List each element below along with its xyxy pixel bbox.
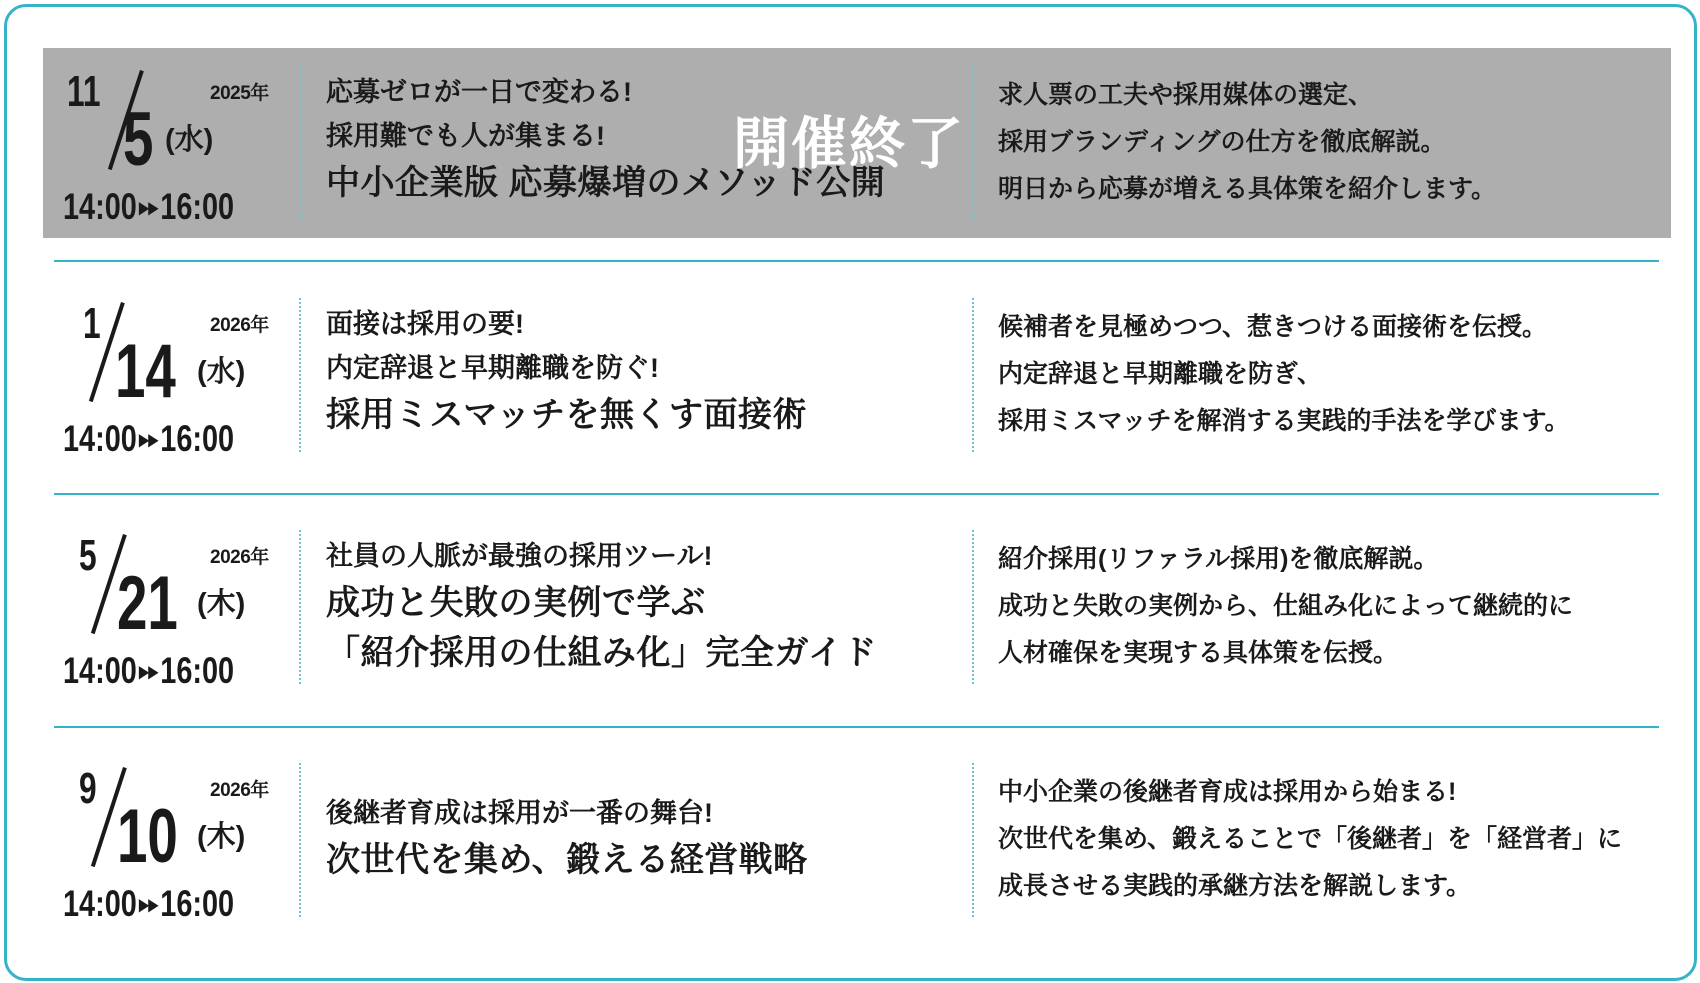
description-line: 採用ブランディングの仕方を徹底解説。 xyxy=(998,128,1446,156)
time-start: 14:00 xyxy=(63,418,137,459)
time-start: 14:00 xyxy=(63,186,137,227)
session-time xyxy=(63,420,234,457)
row-separator xyxy=(54,260,1659,262)
session-year: 2026年 xyxy=(210,780,269,801)
title-sub-line: 面接は採用の要! xyxy=(326,309,524,339)
session-day: 14 xyxy=(115,329,176,414)
description-line: 採用ミスマッチを解消する実践的手法を学びます。 xyxy=(998,407,1570,435)
session-year: 2025年 xyxy=(210,83,269,104)
session-day: 5 xyxy=(123,97,154,182)
session-time xyxy=(63,652,234,689)
description-line: 人材確保を実現する具体策を伝授。 xyxy=(998,639,1399,667)
time-end: 16:00 xyxy=(160,883,235,924)
session-title xyxy=(326,791,966,885)
description-line: 求人票の工夫や採用媒体の選定、 xyxy=(998,81,1374,109)
session-title xyxy=(326,302,966,440)
description-line: 成功と失敗の実例から、仕組み化によって継続的に xyxy=(998,592,1574,620)
row-separator xyxy=(54,493,1659,495)
column-divider xyxy=(299,298,301,452)
description-line: 内定辞退と早期離職を防ぎ、 xyxy=(998,360,1323,388)
row-separator xyxy=(54,726,1659,728)
description-line: 明日から応募が増える具体策を紹介します。 xyxy=(998,175,1497,203)
session-year: 2026年 xyxy=(210,547,269,568)
title-sub-line: 応募ゼロが一日で変わる! xyxy=(326,77,632,107)
session-row-3 xyxy=(43,512,1671,702)
time-end: 16:00 xyxy=(160,418,235,459)
session-row-4 xyxy=(43,745,1671,935)
session-description xyxy=(998,72,1658,213)
column-divider xyxy=(299,66,301,220)
session-description xyxy=(998,304,1658,445)
session-time xyxy=(63,885,234,922)
double-arrow-right-icon: ▸▸ xyxy=(139,194,158,221)
column-divider xyxy=(972,66,974,220)
column-divider xyxy=(299,530,301,684)
session-row-1 xyxy=(43,48,1671,238)
time-start: 14:00 xyxy=(63,650,137,691)
title-sub-line: 社員の人脈が最強の採用ツール! xyxy=(326,541,713,571)
session-month: 9 xyxy=(79,764,97,813)
double-arrow-right-icon: ▸▸ xyxy=(139,891,158,918)
description-line: 候補者を見極めつつ、惹きつける面接術を伝授。 xyxy=(998,313,1548,341)
time-end: 16:00 xyxy=(160,650,235,691)
session-row-2 xyxy=(43,280,1671,470)
double-arrow-right-icon: ▸▸ xyxy=(139,426,158,453)
column-divider xyxy=(972,763,974,917)
session-month: 11 xyxy=(67,67,101,116)
session-weekday: (木) xyxy=(197,588,246,620)
session-description xyxy=(998,769,1658,910)
session-month: 5 xyxy=(79,531,97,580)
column-divider xyxy=(299,763,301,917)
title-main-line: 次世代を集め、鍛える経営戦略 xyxy=(326,841,808,879)
title-main-line: 採用ミスマッチを無くす面接術 xyxy=(326,396,807,434)
description-line: 中小企業の後継者育成は採用から始まる! xyxy=(998,778,1457,806)
session-day: 21 xyxy=(117,561,178,646)
session-weekday: (水) xyxy=(165,124,214,156)
status-badge: 開催終了 xyxy=(733,112,965,177)
session-weekday: (水) xyxy=(197,356,246,388)
description-line: 成長させる実践的承継方法を解説します。 xyxy=(998,872,1472,900)
session-year: 2026年 xyxy=(210,315,269,336)
description-line: 紹介採用(リファラル採用)を徹底解説。 xyxy=(998,545,1439,573)
title-sub-line: 後継者育成は採用が一番の舞台! xyxy=(326,798,713,828)
session-description xyxy=(998,536,1658,677)
session-month: 1 xyxy=(83,299,101,348)
schedule-card xyxy=(4,4,1697,981)
session-day: 10 xyxy=(117,794,178,879)
time-end: 16:00 xyxy=(160,186,235,227)
title-main-line: 「紹介採用の仕組み化」完全ガイド xyxy=(326,634,877,672)
description-line: 次世代を集め、鍛えることで「後継者」を「経営者」に xyxy=(998,825,1623,853)
session-time xyxy=(63,188,234,225)
session-weekday: (木) xyxy=(197,821,246,853)
column-divider xyxy=(972,298,974,452)
time-start: 14:00 xyxy=(63,883,137,924)
title-sub-line: 採用難でも人が集まる! xyxy=(326,121,605,151)
column-divider xyxy=(972,530,974,684)
double-arrow-right-icon: ▸▸ xyxy=(139,658,158,685)
title-main-line: 成功と失敗の実例で学ぶ xyxy=(326,584,706,622)
session-title xyxy=(326,534,966,678)
title-sub-line: 内定辞退と早期離職を防ぐ! xyxy=(326,353,659,383)
title-main-line: 中小企業版 応募爆増のメソッド公開 xyxy=(326,164,886,202)
